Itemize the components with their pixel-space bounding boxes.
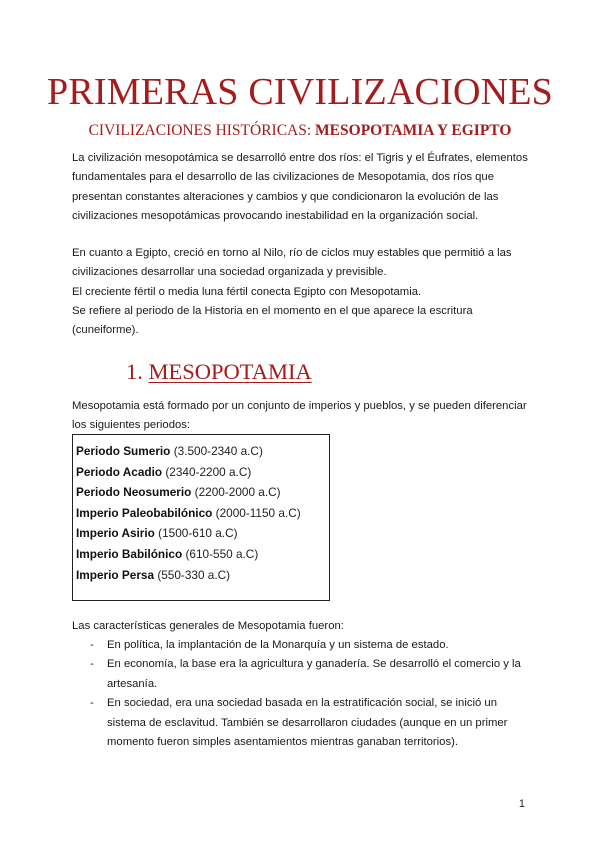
mesopotamia-intro: Mesopotamia está formado por un conjunto de imperios y pueblos, y se pueden diferenciar los siguientes periodos: (72, 400, 527, 432)
list-item (72, 694, 532, 752)
page-subtitle (0, 122, 600, 140)
period-name: Periodo Neosumerio (76, 485, 192, 500)
intro-paragraph-4: Se refiere al periodo de la Historia en el momento en el que aparece la escritura (cuneiforme). (72, 305, 473, 337)
list-item-text: En política, la implantación de la Monarquía y un sistema de estado. (107, 639, 449, 651)
section-number: 1. (126, 359, 143, 384)
list-item (72, 636, 532, 655)
period-name: Imperio Paleobabilónico (76, 505, 213, 520)
period-row (76, 482, 329, 503)
period-row (76, 462, 329, 483)
intro-paragraph-3: El creciente fértil o media luna fértil conecta Egipto con Mesopotamia. (72, 286, 422, 298)
period-range: (3.500-2340 a.C) (173, 444, 263, 458)
period-range: (2000-1150 a.C) (215, 505, 301, 520)
period-range: (2200-2000 a.C) (194, 485, 281, 500)
characteristics-list (72, 636, 532, 752)
section-heading (126, 359, 312, 385)
list-item-text: En sociedad, era una sociedad basada en la estratificación social, se inició un sistema de esclavitud. También se desarrollaron ciudades (aunque en un primer momento fueron simples asentamientos mientras ganaban territorios). (107, 697, 508, 749)
intro-paragraph-2: En cuanto a Egipto, creció en torno al Nilo, río de ciclos muy estables que permitió a las civilizaciones desarrollar una sociedad organizada y previsible. (72, 247, 512, 279)
period-range: (1500-610 a.C) (158, 526, 238, 541)
page-number: 1 (518, 798, 525, 810)
list-item-text: En economía, la base era la agricultura y ganadería. Se desarrolló el comercio y la artesanía. (107, 658, 521, 690)
period-name: Imperio Babilónico (76, 546, 183, 561)
period-name: Imperio Asirio (76, 526, 155, 541)
period-name: Periodo Acadio (76, 464, 163, 479)
period-range: (610-550 a.C) (185, 546, 259, 561)
list-item (72, 655, 532, 694)
period-range: (550-330 a.C) (157, 567, 231, 582)
periods-box (72, 434, 330, 601)
period-row (76, 523, 329, 544)
characteristics-intro: Las características generales de Mesopotamia fueron: (72, 620, 344, 632)
period-row (76, 503, 329, 524)
period-row (76, 544, 329, 565)
bullet-dash: - (90, 697, 94, 710)
subtitle-prefix: CIVILIZACIONES HISTÓRICAS: (88, 122, 316, 139)
bullet-dash: - (90, 639, 94, 651)
page-title: PRIMERAS CIVILIZACIONES (46, 71, 553, 113)
period-row (76, 441, 329, 462)
subtitle-bold: MESOPOTAMIA Y EGIPTO (315, 122, 512, 139)
period-name: Imperio Persa (76, 567, 155, 582)
intro-paragraph-1: La civilización mesopotámica se desarrolló entre dos ríos: el Tigris y el Éufrates, elementos fundamentales para el desarrollo de las civilizaciones de Mesopotamia, dos ríos que presentan constantes alteraciones y cambios y que condicionaron la evolución de las civilizaciones mesopotámicas provocando inestabilidad en la organización social. (72, 152, 528, 223)
period-name: Periodo Sumerio (76, 444, 171, 458)
period-row (76, 565, 329, 586)
bullet-dash: - (90, 658, 94, 671)
section-title: MESOPOTAMIA (148, 359, 312, 384)
period-range: (2340-2200 a.C) (165, 464, 252, 479)
